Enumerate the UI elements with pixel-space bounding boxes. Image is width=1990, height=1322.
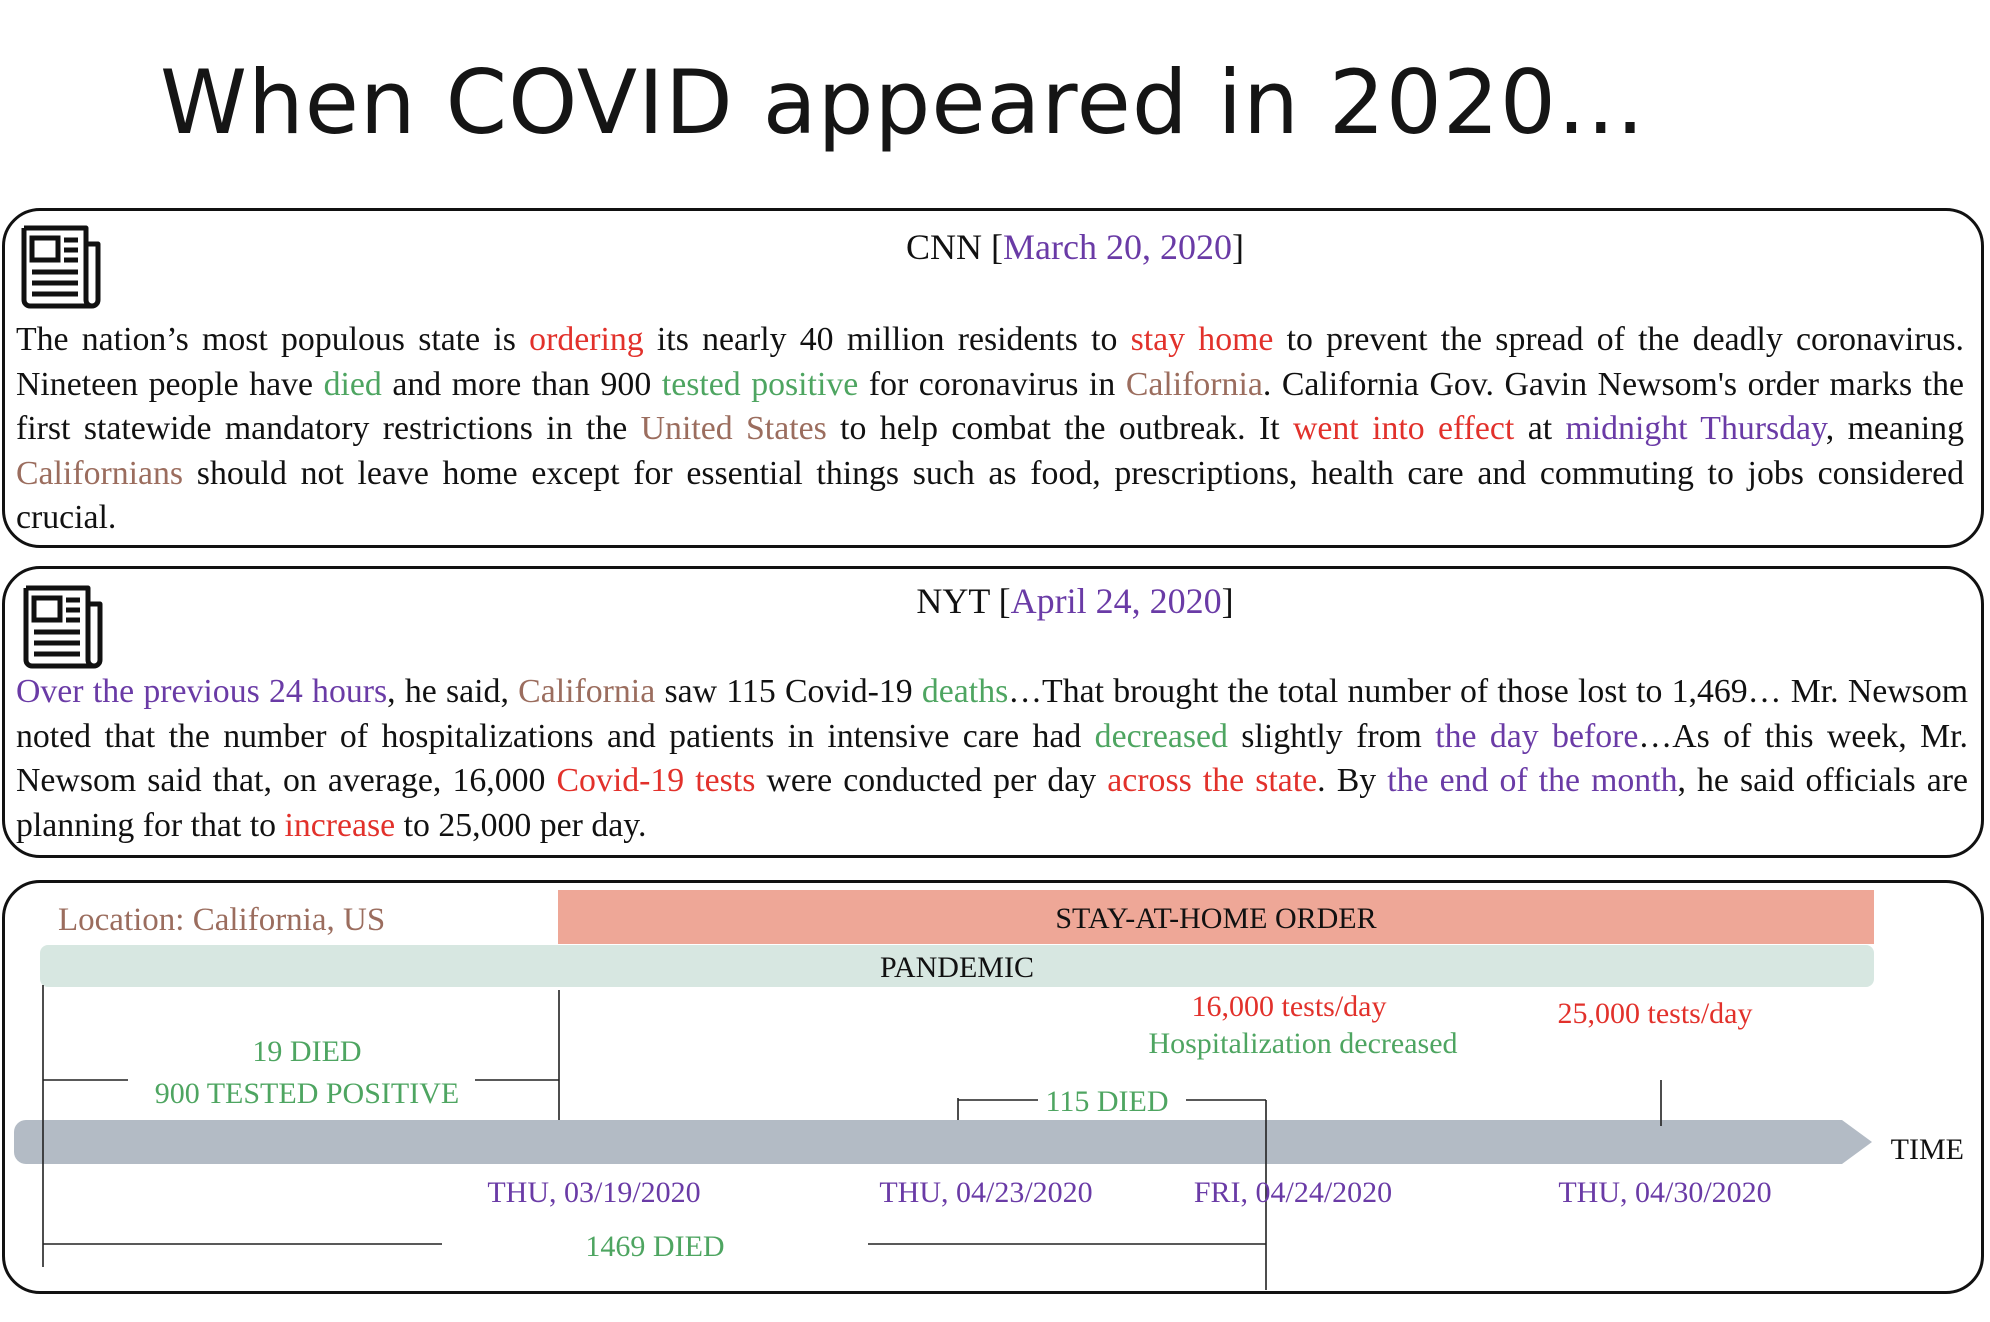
highlight-purple: the end of the month <box>1387 762 1678 799</box>
date-label-0319: THU, 03/19/2020 <box>487 1176 701 1209</box>
event-1469-died: 1469 DIED <box>585 1230 725 1263</box>
date-label-0430: THU, 04/30/2020 <box>1558 1176 1772 1209</box>
highlight-brown: Californians <box>16 454 184 492</box>
article-text-run: slightly from <box>1227 717 1436 755</box>
article-text-run: . California Gov. Gavin Newsom's order marks the first statewide mandatory restrictions in the <box>16 365 1964 447</box>
article-text-run: , he said officials are planning for that to <box>16 762 1968 844</box>
article-text-run: its nearly 40 million residents to <box>643 321 1131 358</box>
event-hospitalization-decreased: Hospitalization decreased <box>1148 1027 1458 1060</box>
highlight-red: Covid-19 tests <box>556 762 756 799</box>
article-text-run: at <box>1514 410 1566 447</box>
date-label-0424: FRI, 04/24/2020 <box>1193 1176 1393 1209</box>
article-date: March 20, 2020 <box>1003 227 1232 267</box>
highlight-green: tested positive <box>661 365 859 403</box>
article-text-run: for coronavirus in <box>858 365 1126 403</box>
article-date: April 24, 2020 <box>1010 581 1222 621</box>
nyt-source-line: NYT [April 24, 2020] <box>916 581 1234 621</box>
article-text-run: , meaning <box>1825 410 1964 447</box>
event-900-tested-positive: 900 TESTED POSITIVE <box>154 1077 460 1110</box>
highlight-green: died <box>323 365 382 403</box>
article-text-run: were conducted per day <box>755 762 1108 799</box>
time-axis-label: TIME <box>1890 1133 1964 1166</box>
article-text-run: saw 115 Covid-19 <box>655 673 922 710</box>
highlight-green: decreased <box>1094 717 1228 755</box>
article-text-run: , he said, <box>387 673 519 710</box>
highlight-brown: California <box>1125 365 1263 403</box>
article-text-run: to help combat the outbreak. It <box>826 410 1293 447</box>
highlight-red: ordering <box>529 321 644 358</box>
highlight-purple: Over the previous 24 hours <box>16 673 388 710</box>
highlight-red: went into effect <box>1293 410 1515 447</box>
article-text-run: The nation’s most populous state is <box>16 321 530 358</box>
article-text-run: …That brought the total number of those lost to 1,469… Mr. Newsom noted that the number of hospitalizations and patients in intensive care had <box>16 673 1969 755</box>
page-title: When COVID appeared in 2020… <box>160 51 1646 154</box>
highlight-purple: the day before <box>1435 717 1639 755</box>
article-text-run: . By <box>1317 762 1388 799</box>
highlight-purple: midnight Thursday <box>1565 410 1826 447</box>
source-name: CNN <box>906 227 983 267</box>
article-text-run: to prevent the spread of the deadly coronavirus. Nineteen people have <box>16 321 1964 403</box>
highlight-red: stay home <box>1130 321 1274 358</box>
event-115-died: 115 DIED <box>1045 1085 1169 1118</box>
event-25000-tests: 25,000 tests/day <box>1557 997 1753 1030</box>
source-name: NYT <box>916 581 990 621</box>
pandemic-label: PANDEMIC <box>880 951 1034 984</box>
highlight-green: deaths <box>921 673 1009 710</box>
highlight-red: across the state <box>1107 762 1318 799</box>
article-text-run: should not leave home except for essential things such as food, prescriptions, health care and commuting to jobs considered crucial. <box>16 454 1964 536</box>
article-text-run: to 25,000 per day. <box>395 806 647 844</box>
stay-at-home-label: STAY-AT-HOME ORDER <box>1055 902 1377 935</box>
highlight-red: increase <box>284 806 396 844</box>
article-text-run: …As of this week, Mr. Newsom said that, on average, 16,000 <box>16 717 1968 799</box>
event-19-died: 19 DIED <box>252 1035 362 1068</box>
article-text-run: and more than 900 <box>381 365 662 403</box>
cnn-source-line: CNN [March 20, 2020] <box>906 227 1244 267</box>
highlight-brown: California <box>518 673 656 710</box>
highlight-brown: United States <box>640 410 827 447</box>
time-arrow <box>14 1120 1872 1164</box>
event-16000-tests: 16,000 tests/day <box>1191 990 1387 1023</box>
date-label-0423: THU, 04/23/2020 <box>879 1176 1093 1209</box>
location-label: Location: California, US <box>58 902 386 938</box>
